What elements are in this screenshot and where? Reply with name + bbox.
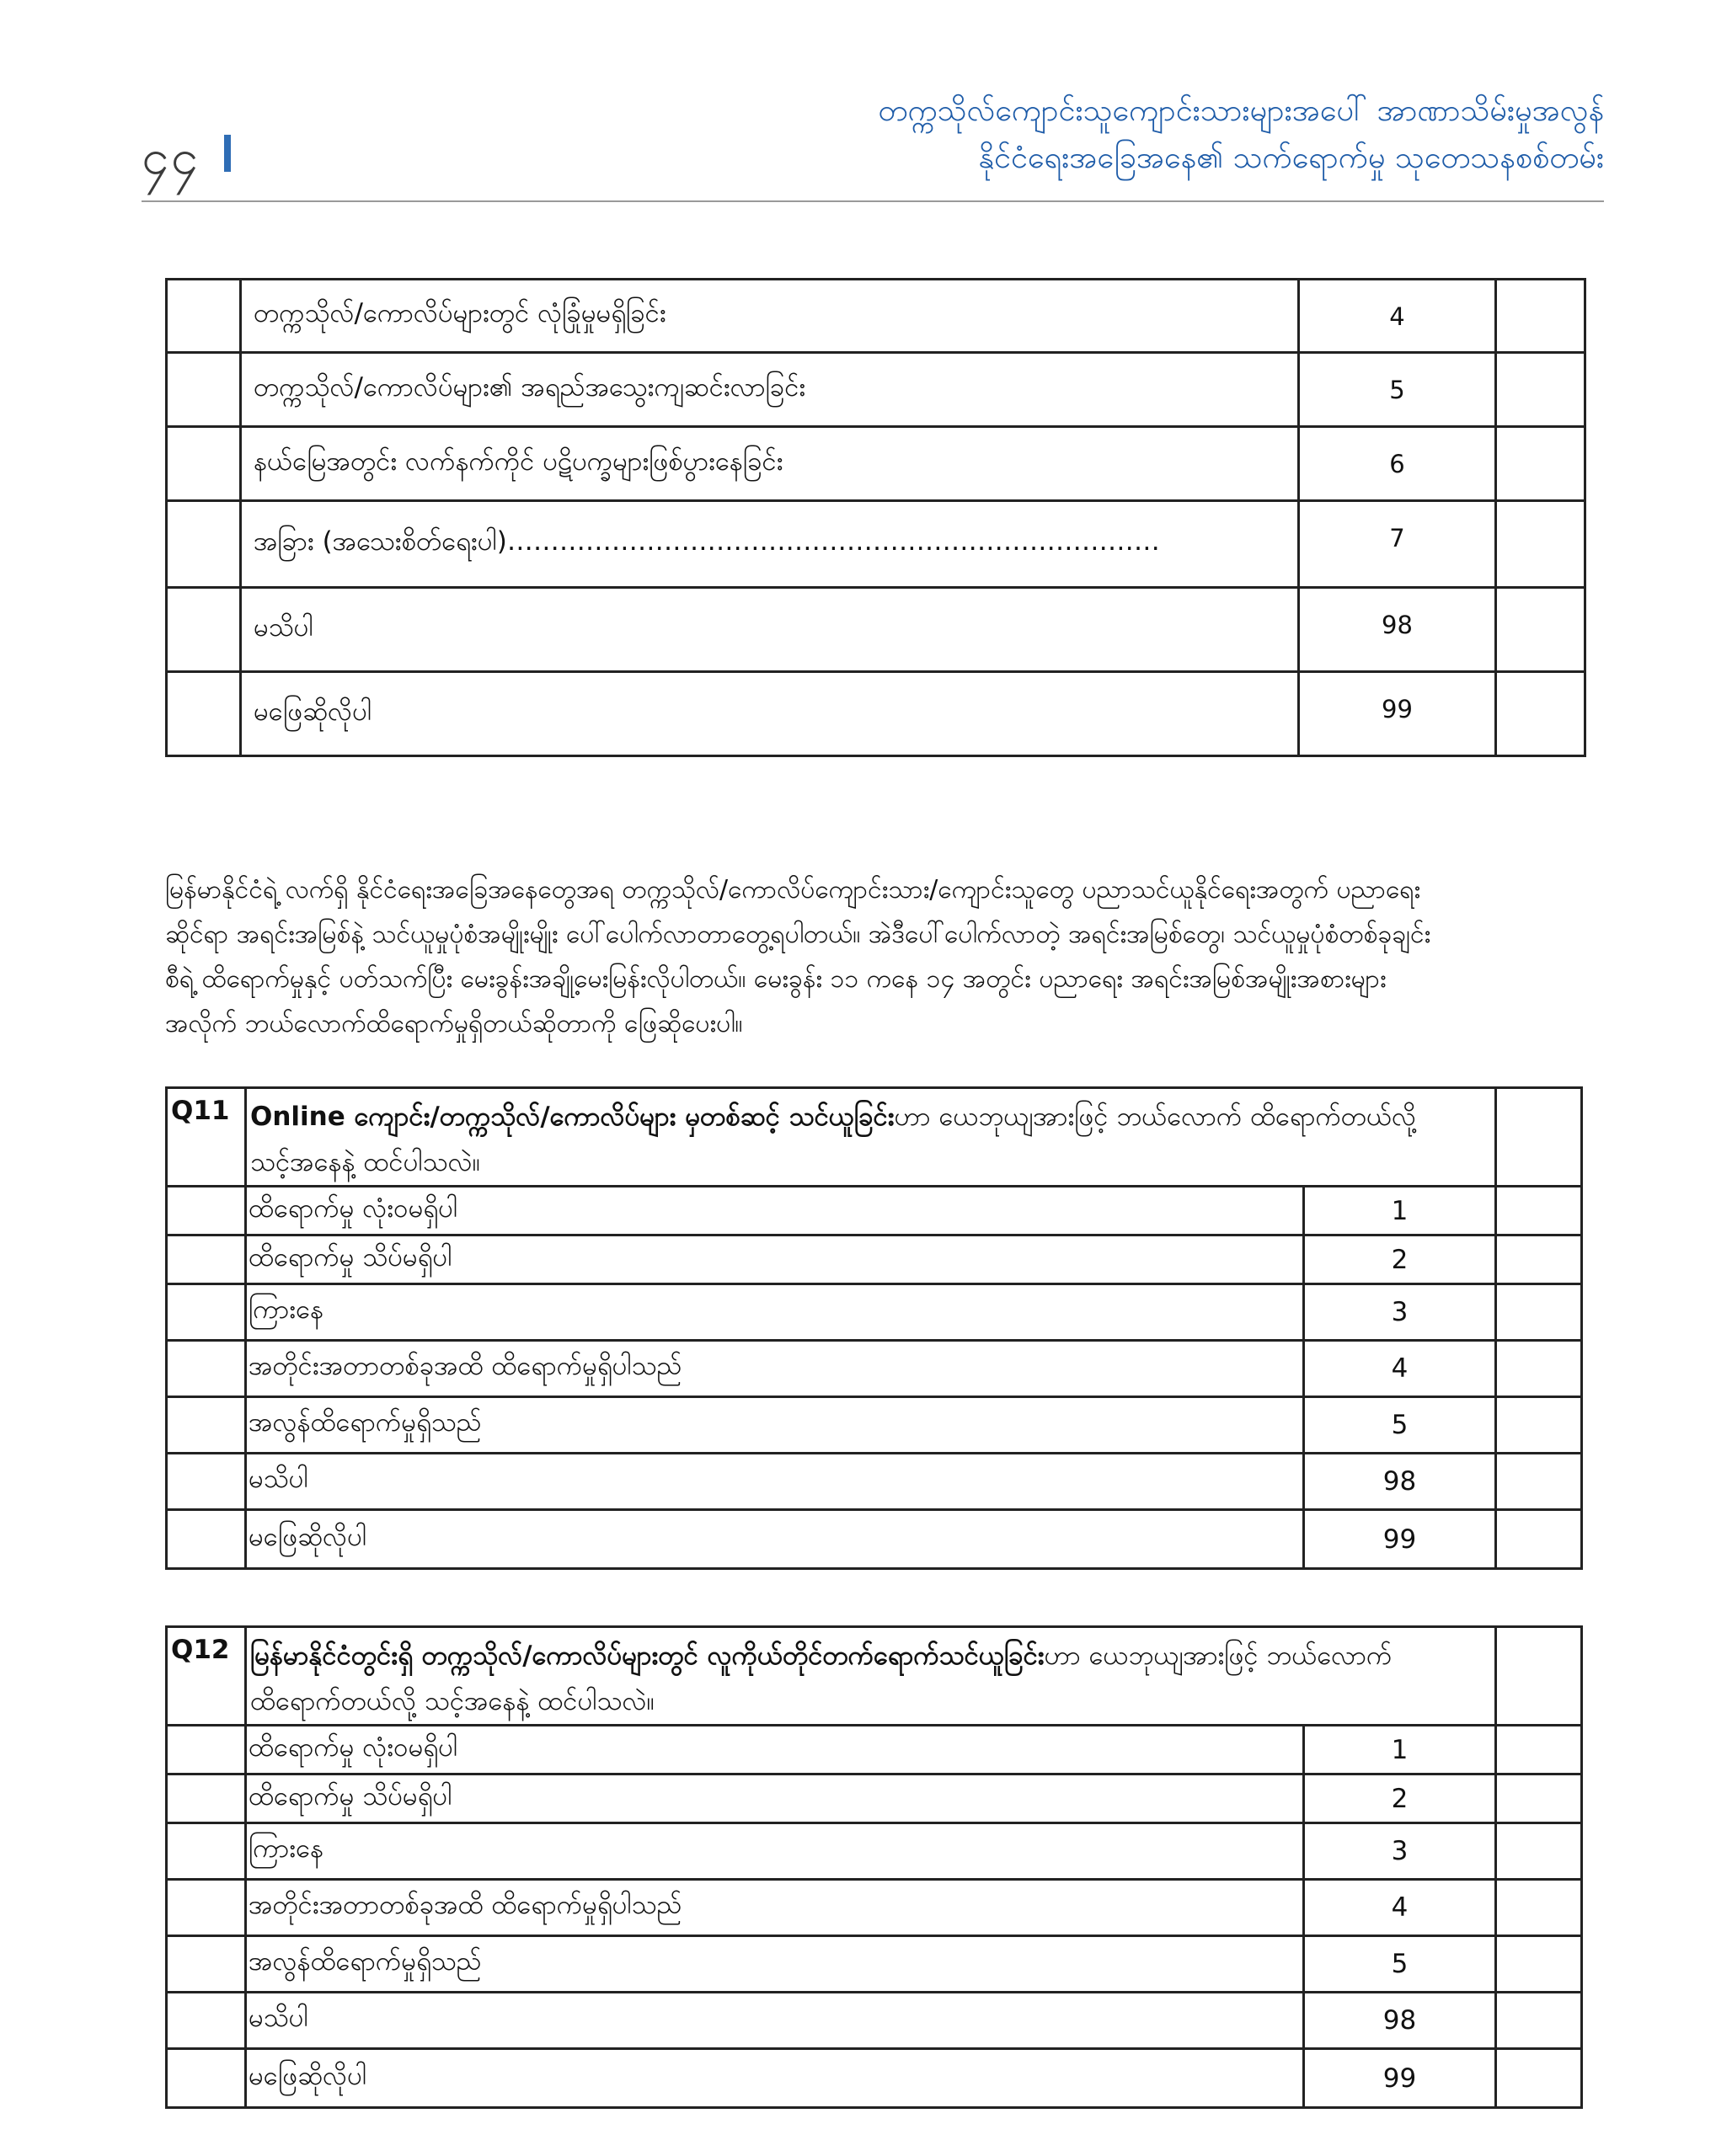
blank-cell	[167, 588, 241, 672]
running-header-line-1: တက္ကသိုလ်ကျောင်းသူကျောင်းသားများအပေါ် အာဏာသိမ်းမှုအလွန်	[878, 93, 1604, 128]
option-label: အလွန်ထိရောက်မှုရှိသည်	[246, 1936, 1304, 1993]
option-label: ထိရောက်မှု လုံးဝမရှိပါ	[246, 1187, 1304, 1235]
table-row	[167, 1284, 1582, 1341]
option-label: ကြားနေ	[246, 1284, 1304, 1341]
question-id: Q11	[167, 1088, 246, 1187]
question-text-bold: မြန်မာနိုင်ငံတွင်းရှိ တက္ကသိုလ်/ကောလိပ်များတွင် လူကိုယ်တိုင်တက်ရောက်သင်ယူခြင်း	[250, 1641, 1045, 1671]
paragraph-line: ဆိုင်ရာ အရင်းအမြစ်နဲ့ သင်ယူမှုပုံစံအမျိုးမျိုး ပေါ်ပေါက်လာတာတွေ့ရပါတယ်။ အဲဒီပေါ်ပေါက်လာတဲ့ အရင်းအမြစ်တွေ၊ သင်ယူမှုပုံစံတစ်ခုချင်း	[165, 920, 1431, 949]
answer-box[interactable]	[1496, 1088, 1582, 1187]
option-code: 2	[1304, 1774, 1496, 1823]
question-text-rest: သင့်အနေနဲ့ ထင်ပါသလဲ။	[250, 1147, 481, 1177]
blank-cell	[167, 1936, 246, 1993]
table-row	[167, 1454, 1582, 1510]
header-divider	[142, 200, 1604, 202]
table-row	[167, 2049, 1582, 2108]
blank-cell	[167, 1235, 246, 1284]
blank-cell	[167, 1880, 246, 1936]
answer-box[interactable]	[1496, 1397, 1582, 1454]
option-label: မသိပါ	[246, 1993, 1304, 2049]
question-id: Q12	[167, 1627, 246, 1726]
blank-cell	[167, 280, 241, 353]
option-code: 6	[1299, 427, 1496, 501]
table-row	[167, 1341, 1582, 1397]
answer-box[interactable]	[1496, 588, 1585, 672]
option-label: တက္ကသိုလ်/ကောလိပ်များ၏ အရည်အသွေးကျဆင်းလာခြင်း	[241, 353, 1299, 427]
answer-box[interactable]	[1496, 427, 1585, 501]
option-label-other: အခြား (အသေးစိတ်ရေးပါ)…………………………………………………………………	[241, 501, 1299, 588]
option-code: 7	[1299, 501, 1496, 588]
blank-cell	[167, 1341, 246, 1397]
option-label: အတိုင်းအတာတစ်ခုအထိ ထိရောက်မှုရှိပါသည်	[246, 1880, 1304, 1936]
intro-paragraph	[165, 867, 1584, 1046]
answer-box[interactable]	[1496, 1510, 1582, 1569]
answer-box[interactable]	[1496, 1187, 1582, 1235]
blank-cell	[167, 1510, 246, 1569]
option-code: 2	[1304, 1235, 1496, 1284]
option-label: မဖြေဆိုလိုပါ	[246, 2049, 1304, 2108]
option-code: 5	[1304, 1936, 1496, 1993]
option-code: 1	[1304, 1726, 1496, 1774]
option-code: 4	[1304, 1341, 1496, 1397]
answer-box[interactable]	[1496, 1936, 1582, 1993]
table-row	[167, 353, 1585, 427]
option-code: 5	[1299, 353, 1496, 427]
question-text-rest: ဟာ ယေဘုယျအားဖြင့် ဘယ်လောက် ထိရောက်တယ်လို့	[894, 1102, 1417, 1132]
option-code: 4	[1304, 1880, 1496, 1936]
table-row	[167, 501, 1585, 588]
table-row	[167, 1823, 1582, 1880]
option-code: 99	[1304, 1510, 1496, 1569]
option-label: ထိရောက်မှု သိပ်မရှိပါ	[246, 1235, 1304, 1284]
paragraph-line: စီရဲ့ ထိရောက်မှုနှင့် ပတ်သက်ပြီး မေးခွန်းအချို့မေးမြန်းလိုပါတယ်။ မေးခွန်း ၁၁ ကနေ ၁၄ အတွင်း ပညာရေး အရင်းအမြစ်အမျိုးအစားများ	[165, 964, 1387, 994]
option-label: ထိရောက်မှု လုံးဝမရှိပါ	[246, 1726, 1304, 1774]
option-code: 99	[1299, 672, 1496, 756]
option-label: မသိပါ	[246, 1454, 1304, 1510]
option-code: 98	[1304, 1993, 1496, 2049]
question-text	[246, 1088, 1496, 1187]
blank-cell	[167, 501, 241, 588]
question-text-rest: ဟာ ယေဘုယျအားဖြင့် ဘယ်လောက်	[1044, 1641, 1393, 1671]
answer-box[interactable]	[1496, 1627, 1582, 1726]
table-row	[167, 1936, 1582, 1993]
blank-cell	[167, 1284, 246, 1341]
option-code: 4	[1299, 280, 1496, 353]
option-code: 1	[1304, 1187, 1496, 1235]
option-code: 5	[1304, 1397, 1496, 1454]
option-code: 3	[1304, 1284, 1496, 1341]
answer-box[interactable]	[1496, 1341, 1582, 1397]
running-header	[509, 88, 1604, 182]
answer-box[interactable]	[1496, 1284, 1582, 1341]
blank-cell	[167, 1454, 246, 1510]
blank-cell	[167, 1187, 246, 1235]
blank-cell	[167, 427, 241, 501]
option-label: မဖြေဆိုလိုပါ	[246, 1510, 1304, 1569]
option-code: 3	[1304, 1823, 1496, 1880]
answer-box[interactable]	[1496, 1454, 1582, 1510]
question-table-q12	[165, 1625, 1583, 2109]
question-text-rest: ထိရောက်တယ်လို့ သင့်အနေနဲ့ ထင်ပါသလဲ။	[250, 1686, 655, 1716]
answer-box[interactable]	[1496, 1993, 1582, 2049]
answer-box[interactable]	[1496, 1823, 1582, 1880]
blank-cell	[167, 1774, 246, 1823]
option-label: မသိပါ	[241, 588, 1299, 672]
option-code: 98	[1304, 1454, 1496, 1510]
table-row	[167, 1774, 1582, 1823]
question-row	[167, 1088, 1582, 1187]
option-label: မဖြေဆိုလိုပါ	[241, 672, 1299, 756]
table-row	[167, 280, 1585, 353]
option-label: အတိုင်းအတာတစ်ခုအထိ ထိရောက်မှုရှိပါသည်	[246, 1341, 1304, 1397]
blank-cell	[167, 1397, 246, 1454]
table-row	[167, 1726, 1582, 1774]
paragraph-line: မြန်မာနိုင်ငံရဲ့ လက်ရှိ နိုင်ငံရေးအခြေအနေတွေအရ တက္ကသိုလ်/ကောလိပ်ကျောင်းသား/ကျောင်းသူတွေ ပညာသင်ယူနိုင်ရေးအတွက် ပညာရေး	[165, 875, 1421, 905]
answer-box[interactable]	[1496, 1774, 1582, 1823]
answer-box[interactable]	[1496, 1880, 1582, 1936]
answer-box[interactable]	[1496, 353, 1585, 427]
table-row	[167, 1993, 1582, 2049]
table-row	[167, 1880, 1582, 1936]
option-label: နယ်မြေအတွင်း လက်နက်ကိုင် ပဋိပက္ခများဖြစ်ပွားနေခြင်း	[241, 427, 1299, 501]
answer-box[interactable]	[1496, 672, 1585, 756]
table-row	[167, 1397, 1582, 1454]
answer-box[interactable]	[1496, 1726, 1582, 1774]
blank-cell	[167, 672, 241, 756]
option-label: ထိရောက်မှု သိပ်မရှိပါ	[246, 1774, 1304, 1823]
table-row	[167, 672, 1585, 756]
blank-cell	[167, 1823, 246, 1880]
answer-box[interactable]	[1496, 2049, 1582, 2108]
answer-box[interactable]	[1496, 280, 1585, 353]
option-label: အလွန်ထိရောက်မှုရှိသည်	[246, 1397, 1304, 1454]
blank-cell	[167, 2049, 246, 2108]
blank-cell	[167, 1993, 246, 2049]
option-label: ကြားနေ	[246, 1823, 1304, 1880]
option-label: တက္ကသိုလ်/ကောလိပ်များတွင် လုံခြုံမှုမရှိခြင်း	[241, 280, 1299, 353]
paragraph-line: အလိုက် ဘယ်လောက်ထိရောက်မှုရှိတယ်ဆိုတာကို ဖြေဆိုပေးပါ။	[165, 1009, 743, 1038]
question-text-bold: Online ကျောင်း/တက္ကသိုလ်/ကောလိပ်များ မှတစ်ဆင့် သင်ယူခြင်း	[250, 1102, 895, 1132]
answer-table-continued	[165, 278, 1586, 757]
page-number-bar	[224, 135, 231, 172]
table-row	[167, 427, 1585, 501]
answer-box[interactable]	[1496, 1235, 1582, 1284]
table-row	[167, 1187, 1582, 1235]
answer-box[interactable]	[1496, 501, 1585, 588]
blank-cell	[167, 1726, 246, 1774]
question-text	[246, 1627, 1496, 1726]
question-table-q11	[165, 1086, 1583, 1570]
option-code: 99	[1304, 2049, 1496, 2108]
table-row	[167, 1510, 1582, 1569]
option-code: 98	[1299, 588, 1496, 672]
table-row	[167, 1235, 1582, 1284]
page-number: ၄၄	[142, 128, 200, 185]
running-header-line-2: နိုင်ငံရေးအခြေအနေ၏ သက်ရောက်မှု သုတေသနစစ်တမ်း	[978, 141, 1604, 175]
blank-cell	[167, 353, 241, 427]
table-row	[167, 588, 1585, 672]
question-row	[167, 1627, 1582, 1726]
